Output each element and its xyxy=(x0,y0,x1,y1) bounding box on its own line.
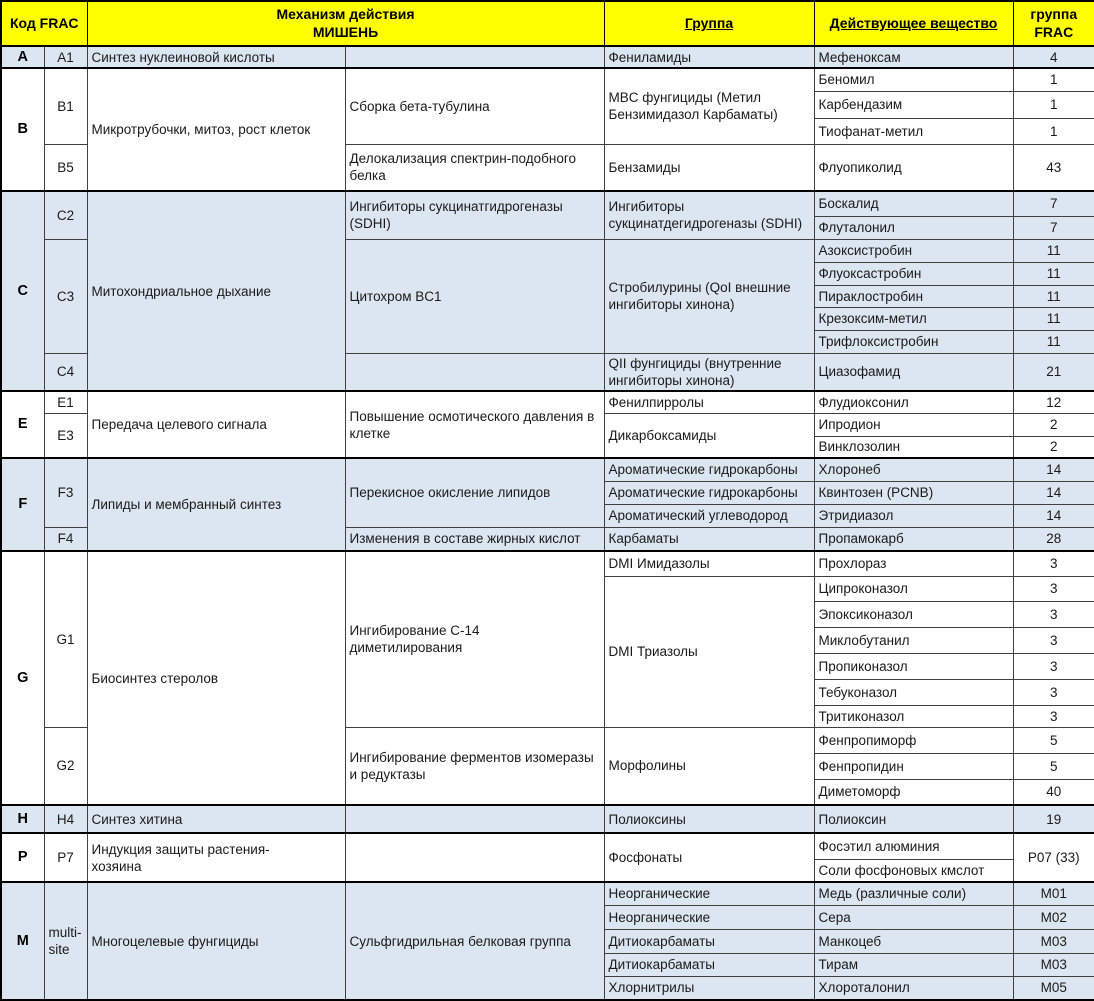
cell-mechanism xyxy=(87,833,345,882)
cell-code: G1 xyxy=(44,551,87,727)
header-row xyxy=(1,1,1094,46)
cell-code: G2 xyxy=(44,727,87,805)
cell-active-substance: Азоксистробин xyxy=(814,239,1013,262)
cell-active-substance: Беномил xyxy=(814,68,1013,91)
cell-group: Фенилпирролы xyxy=(604,391,814,413)
cell-active-substance: Тиофанат-метил xyxy=(814,118,1013,144)
cell-code: F3 xyxy=(44,458,87,527)
cell-frac-group: 3 xyxy=(1013,705,1094,727)
cell-letter: M xyxy=(1,882,44,1000)
cell-group: DMI Имидазолы xyxy=(604,551,814,576)
cell-group: Стробилурины (QoI внешние ингибиторы хинона) xyxy=(604,239,814,353)
cell-mechanism: Синтез хитина xyxy=(87,805,345,833)
cell-code: F4 xyxy=(44,527,87,551)
cell-target-empty xyxy=(345,46,604,68)
cell-active-substance: Трифлоксистробин xyxy=(814,330,1013,353)
cell-mechanism: Биосинтез стеролов xyxy=(87,551,345,805)
cell-active-substance: Боскалид xyxy=(814,191,1013,216)
cell-active-substance: Пропиконазол xyxy=(814,653,1013,679)
cell-target: Ингибирование ферментов изомеразы и редуктазы xyxy=(345,727,604,805)
cell-target: Делокализация спектрин-подобного белка xyxy=(345,144,604,191)
cell-active-substance: Флуталонил xyxy=(814,216,1013,239)
table-row xyxy=(1,805,1094,833)
cell-active-substance: Ципроконазол xyxy=(814,576,1013,601)
cell-group: Дикарбоксамиды xyxy=(604,413,814,458)
table-row xyxy=(1,833,1094,859)
cell-letter: C xyxy=(1,191,44,391)
cell-frac-group: 21 xyxy=(1013,353,1094,391)
cell-active-substance: Винклозолин xyxy=(814,436,1013,458)
cell-active-substance: Фосэтил алюминия xyxy=(814,833,1013,859)
cell-frac-group: 3 xyxy=(1013,551,1094,576)
cell-active-substance: Прохлораз xyxy=(814,551,1013,576)
cell-active-substance: Мефеноксам xyxy=(814,46,1013,68)
cell-group: Дитиокарбаматы xyxy=(604,953,814,976)
cell-frac-group: 7 xyxy=(1013,191,1094,216)
cell-active-substance: Медь (различные соли) xyxy=(814,882,1013,905)
cell-target: Изменения в составе жирных кислот xyxy=(345,527,604,551)
cell-code: B1 xyxy=(44,68,87,144)
table-row xyxy=(1,391,1094,413)
cell-active-substance: Циазофамид xyxy=(814,353,1013,391)
header-mechanism-target xyxy=(87,1,604,46)
cell-frac-group: 43 xyxy=(1013,144,1094,191)
cell-target: Сборка бета-тубулина xyxy=(345,68,604,144)
cell-code: E3 xyxy=(44,413,87,458)
cell-frac-group: 19 xyxy=(1013,805,1094,833)
table-row xyxy=(1,458,1094,481)
cell-group: QII фунгициды (внутренние ингибиторы хинона) xyxy=(604,353,814,391)
cell-active-substance: Флуопиколид xyxy=(814,144,1013,191)
cell-target-empty xyxy=(345,833,604,882)
cell-group: Полиоксины xyxy=(604,805,814,833)
cell-active-substance: Полиоксин xyxy=(814,805,1013,833)
cell-frac-group: 2 xyxy=(1013,436,1094,458)
cell-active-substance: Тирам xyxy=(814,953,1013,976)
cell-letter: G xyxy=(1,551,44,805)
cell-mechanism: Липиды и мембранный синтез xyxy=(87,458,345,551)
header-frac-line2: FRAC xyxy=(1034,23,1074,40)
table-row xyxy=(1,191,1094,216)
table-row xyxy=(1,68,1094,91)
cell-active-substance: Карбендазим xyxy=(814,91,1013,118)
cell-frac-group: 11 xyxy=(1013,285,1094,307)
cell-group: Ароматические гидрокарбоны xyxy=(604,458,814,481)
cell-frac-group: 1 xyxy=(1013,68,1094,91)
header-frac-group xyxy=(1013,1,1094,46)
cell-target-empty xyxy=(345,805,604,833)
cell-frac-group: 4 xyxy=(1013,46,1094,68)
cell-frac-group: 5 xyxy=(1013,753,1094,779)
cell-letter: H xyxy=(1,805,44,833)
cell-target: Ингибиторы сукцинатгидрогеназы (SDHI) xyxy=(345,191,604,239)
cell-letter: B xyxy=(1,68,44,191)
cell-frac-group: M01 xyxy=(1013,882,1094,905)
cell-active-substance: Квинтозен (PCNB) xyxy=(814,481,1013,504)
cell-frac-group: M02 xyxy=(1013,905,1094,929)
header-group: Группа xyxy=(604,1,814,46)
cell-letter: P xyxy=(1,833,44,882)
cell-mechanism: Микротрубочки, митоз, рост клеток xyxy=(87,68,345,191)
cell-frac-group: P07 (33) xyxy=(1013,833,1094,882)
cell-frac-group: 40 xyxy=(1013,779,1094,805)
cell-code: A1 xyxy=(44,46,87,68)
cell-group: Хлорнитрилы xyxy=(604,976,814,1000)
cell-frac-group: 3 xyxy=(1013,576,1094,601)
cell-target xyxy=(345,551,604,727)
cell-active-substance: Хлороталонил xyxy=(814,976,1013,1000)
cell-group: Морфолины xyxy=(604,727,814,805)
cell-group: Неорганические xyxy=(604,905,814,929)
cell-frac-group: 1 xyxy=(1013,91,1094,118)
header-frac-line1: группа xyxy=(1030,5,1078,22)
cell-target: Повышение осмотического давления в клетке xyxy=(345,391,604,458)
table-row xyxy=(1,551,1094,576)
header-target-line: МИШЕНЬ xyxy=(312,23,379,40)
cell-letter: A xyxy=(1,46,44,68)
cell-mechanism: Митохондриальное дыхание xyxy=(87,191,345,391)
cell-frac-group: 14 xyxy=(1013,481,1094,504)
cell-active-substance: Фенпропиморф xyxy=(814,727,1013,753)
cell-target-text: Ингибирование C-14 диметилирования xyxy=(349,623,480,656)
cell-group: Фениламиды xyxy=(604,46,814,68)
cell-group: Карбаматы xyxy=(604,527,814,551)
cell-frac-group: 28 xyxy=(1013,527,1094,551)
cell-active-substance: Фенпропидин xyxy=(814,753,1013,779)
cell-frac-group: M03 xyxy=(1013,929,1094,953)
cell-group: Дитиокарбаматы xyxy=(604,929,814,953)
cell-active-substance: Крезоксим-метил xyxy=(814,307,1013,330)
cell-group: MBC фунгициды (Метил Бензимидазол Карбаматы) xyxy=(604,68,814,144)
cell-active-substance: Хлоронеб xyxy=(814,458,1013,481)
cell-frac-group: 5 xyxy=(1013,727,1094,753)
cell-frac-group: 7 xyxy=(1013,216,1094,239)
cell-code: C2 xyxy=(44,191,87,239)
cell-frac-group: 11 xyxy=(1013,239,1094,262)
cell-target: Цитохром BC1 xyxy=(345,239,604,353)
cell-active-substance: Флудиоксонил xyxy=(814,391,1013,413)
cell-mechanism: Передача целевого сигнала xyxy=(87,391,345,458)
cell-code: H4 xyxy=(44,805,87,833)
cell-group: Фосфонаты xyxy=(604,833,814,882)
cell-mechanism: Многоцелевые фунгициды xyxy=(87,882,345,1000)
cell-frac-group: 3 xyxy=(1013,627,1094,653)
header-active-substance: Действующее вещество xyxy=(814,1,1013,46)
cell-code: C4 xyxy=(44,353,87,391)
cell-active-substance: Пропамокарб xyxy=(814,527,1013,551)
cell-group: DMI Триазолы xyxy=(604,576,814,727)
cell-frac-group: 1 xyxy=(1013,118,1094,144)
cell-group: Бензамиды xyxy=(604,144,814,191)
cell-letter: E xyxy=(1,391,44,458)
cell-frac-group: 11 xyxy=(1013,262,1094,285)
cell-frac-group: 14 xyxy=(1013,504,1094,527)
cell-active-substance: Флуоксастробин xyxy=(814,262,1013,285)
cell-target: Сульфгидрильная белковая группа xyxy=(345,882,604,1000)
cell-mechanism: Синтез нуклеиновой кислоты xyxy=(87,46,345,68)
table-row xyxy=(1,46,1094,68)
cell-active-substance: Эпоксиконазол xyxy=(814,601,1013,627)
cell-target: Перекисное окисление липидов xyxy=(345,458,604,527)
cell-frac-group: 14 xyxy=(1013,458,1094,481)
cell-active-substance: Тебуконазол xyxy=(814,679,1013,705)
header-code-frac: Код FRAC xyxy=(1,1,87,46)
cell-active-substance: Этридиазол xyxy=(814,504,1013,527)
cell-frac-group: 3 xyxy=(1013,601,1094,627)
cell-frac-group: M03 xyxy=(1013,953,1094,976)
cell-frac-group: 3 xyxy=(1013,653,1094,679)
table-row xyxy=(1,882,1094,905)
cell-frac-group: 11 xyxy=(1013,330,1094,353)
cell-group: Ароматические гидрокарбоны xyxy=(604,481,814,504)
cell-active-substance: Манкоцеб xyxy=(814,929,1013,953)
cell-group: Ароматический углеводород xyxy=(604,504,814,527)
cell-active-substance: Диметоморф xyxy=(814,779,1013,805)
cell-frac-group: 12 xyxy=(1013,391,1094,413)
cell-code: E1 xyxy=(44,391,87,413)
cell-group-text: Ингибиторы сукцинатдегидрогеназы (SDHI) xyxy=(608,199,803,232)
cell-active-substance: Ипродион xyxy=(814,413,1013,436)
cell-frac-group: 11 xyxy=(1013,307,1094,330)
cell-frac-group: M05 xyxy=(1013,976,1094,1000)
cell-mechanism-text: Индукция защиты растения-хозяина xyxy=(91,841,270,874)
cell-code: P7 xyxy=(44,833,87,882)
cell-letter: F xyxy=(1,458,44,551)
cell-target-empty xyxy=(345,353,604,391)
cell-code: B5 xyxy=(44,144,87,191)
cell-frac-group: 2 xyxy=(1013,413,1094,436)
cell-active-substance: Миклобутанил xyxy=(814,627,1013,653)
cell-code: C3 xyxy=(44,239,87,353)
cell-active-substance: Соли фосфоновых кмслот xyxy=(814,859,1013,882)
header-mechanism-line: Механизм действия xyxy=(276,5,415,22)
cell-group: Неорганические xyxy=(604,882,814,905)
cell-active-substance: Пираклостробин xyxy=(814,285,1013,307)
cell-frac-group: 3 xyxy=(1013,679,1094,705)
cell-group xyxy=(604,191,814,239)
cell-active-substance: Сера xyxy=(814,905,1013,929)
cell-code: multi-site xyxy=(44,882,87,1000)
cell-active-substance: Тритиконазол xyxy=(814,705,1013,727)
